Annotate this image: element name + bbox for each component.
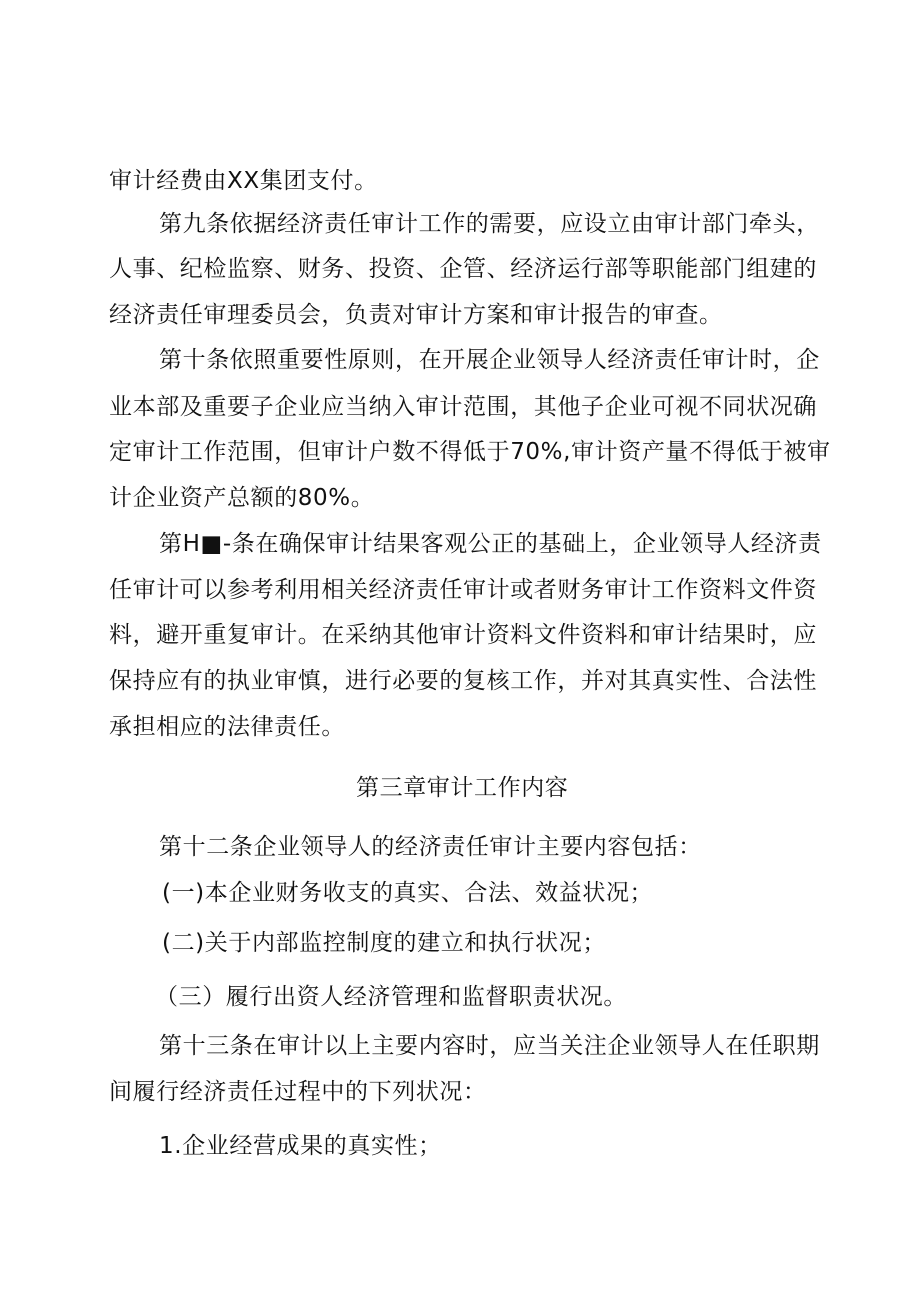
list-item: （三）履行出资人经济管理和监督职责状况。 bbox=[155, 984, 627, 1010]
text-line: 业本部及重要子企业应当纳入审计范围，其他子企业可视不同状况确 bbox=[109, 394, 817, 420]
article-9-first-line: 第九条依据经济责任审计工作的需要，应设立由审计部门牵头， bbox=[159, 211, 820, 237]
list-item: 1.企业经营成果的真实性； bbox=[159, 1133, 442, 1159]
text-line: 定审计工作范围，但审计户数不得低于70%,审计资产量不得低于被审 bbox=[109, 439, 831, 465]
chapter-heading: 第三章审计工作内容 bbox=[356, 775, 569, 801]
text-line: 人事、纪检监察、财务、投资、企管、经济运行部等职能部门组建的 bbox=[109, 256, 817, 282]
text-line: 承担相应的法律责任。 bbox=[109, 714, 345, 740]
list-item: (二)关于内部监控制度的建立和执行状况； bbox=[162, 930, 606, 956]
list-item: (一)本企业财务收支的真实、合法、效益状况； bbox=[162, 880, 654, 906]
text-line: 计企业资产总额的80%。 bbox=[109, 485, 375, 511]
article-13-first-line: 第十三条在审计以上主要内容时，应当关注企业领导人在任职期 bbox=[159, 1033, 820, 1059]
article-10-first-line: 第十条依照重要性原则，在开展企业领导人经济责任审计时，企 bbox=[159, 347, 820, 373]
text-line: 保持应有的执业审慎，进行必要的复核工作，并对其真实性、合法性 bbox=[109, 668, 817, 694]
text-line: 经济责任审理委员会，负责对审计方案和审计报告的审查。 bbox=[109, 302, 723, 328]
article-12-first-line: 第十二条企业领导人的经济责任审计主要内容包括： bbox=[159, 834, 702, 860]
text-line: 料，避开重复审计。在采纳其他审计资料文件资料和审计结果时，应 bbox=[109, 622, 817, 648]
text-line: 审计经费由XX集团支付。 bbox=[109, 168, 378, 194]
text-line: 间履行经济责任过程中的下列状况： bbox=[109, 1079, 487, 1105]
article-11-first-line: 第H■-条在确保审计结果客观公正的基础上，企业领导人经济责 bbox=[159, 531, 822, 557]
text-line: 任审计可以参考利用相关经济责任审计或者财务审计工作资料文件资 bbox=[109, 577, 817, 603]
